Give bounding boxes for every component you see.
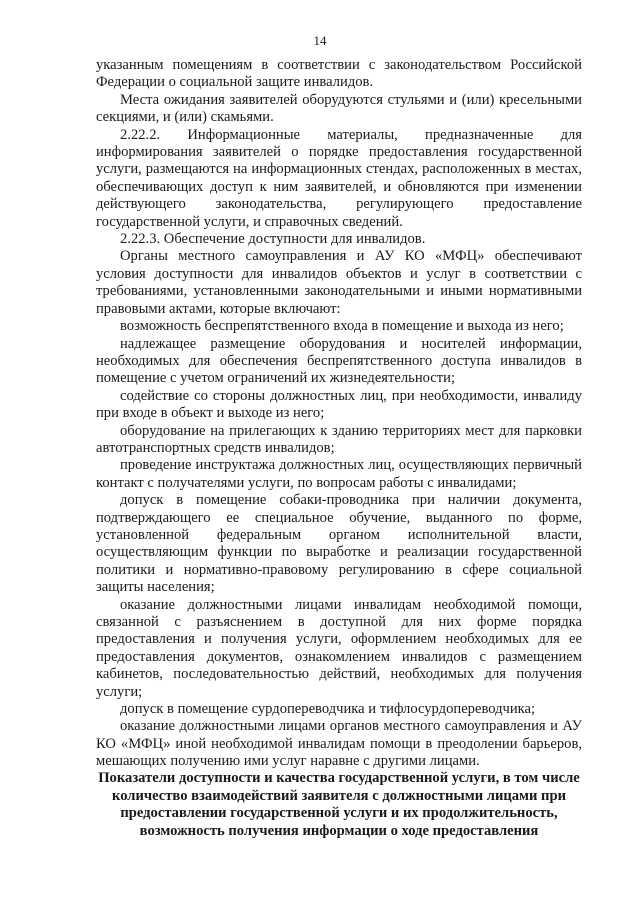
paragraph-1: указанным помещениям в соответствии с законодательством Российской Федерации о социальной защите инвалидов. — [96, 57, 582, 91]
paragraph-10: проведение инструктажа должностных лиц, осуществляющих первичный контакт с получателями услуги, по вопросам работы с инвалидами; — [96, 457, 582, 491]
document-body — [96, 57, 582, 771]
paragraph-7: надлежащее размещение оборудования и носителей информации, необходимых для обеспечения беспрепятственного доступа инвалидов в помещение с учетом ограничений их жизнедеятельности; — [96, 335, 582, 387]
paragraph-12: оказание должностными лицами инвалидам необходимой помощи, связанной с разъяснением в доступной для них форме порядка предоставления и получения услуги, оформлением необходимых для ее предоставления документов, ознакомлением инвалидов с размещением кабинетов, последовательностью действий, необходимых для получения услуги; — [96, 596, 582, 700]
paragraph-6: возможность беспрепятственного входа в помещение и выхода из него; — [120, 318, 564, 335]
page-number: 14 — [313, 33, 327, 48]
paragraph-3: 2.22.2. Информационные материалы, предназначенные для информирования заявителей о порядке предоставления государственной услуги, размещаются на информационных стендах, расположенных в местах, обеспечивающих доступ к ним заявителей, и обновляются при изменении действующего законодательства, регулирующего предоставление государственной услуги, и справочных сведений. — [96, 126, 582, 230]
paragraph-4: 2.22.3. Обеспечение доступности для инвалидов. — [120, 231, 426, 248]
paragraph-8: содействие со стороны должностных лиц, при необходимости, инвалиду при входе в объект и выходе из него; — [96, 387, 582, 422]
paragraph-2: Места ожидания заявителей оборудуются стульями и (или) кресельными секциями, и (или) скамьями. — [96, 91, 582, 126]
paragraph-5: Органы местного самоуправления и АУ КО «МФЦ» обеспечивают условия доступности для инвалидов объектов и услуг в соответствии с требованиями, установленными законодательными и иными нормативными правовыми актами, которые включают: — [96, 248, 582, 317]
paragraph-14: оказание должностными лицами органов местного самоуправления и АУ КО «МФЦ» иной необходимой инвалидам помощи в преодолении барьеров, мешающих получению ими услуг наравне с другими лицами. — [96, 718, 582, 770]
paragraph-13: допуск в помещение сурдопереводчика и тифлосурдопереводчика; — [120, 701, 536, 718]
section-heading: Показатели доступности и качества государственной услуги, в том числе количество взаимодействий заявителя с должностными лицами при предоставлении государственной услуги и их продолжительность, возможность получения информации о ходе предоставления — [98, 770, 580, 839]
paragraph-9: оборудование на прилегающих к зданию территориях мест для парковки автотранспортных средств инвалидов; — [96, 422, 582, 456]
paragraph-11: допуск в помещение собаки-проводника при наличии документа, подтверждающего ее специальное обучение, выданного по форме, установленной федеральным органом исполнительной власти, осуществляющим функции по выработке и реализации государственной политики и нормативно-правовому регулированию в сфере социальной защиты населения; — [96, 492, 582, 596]
